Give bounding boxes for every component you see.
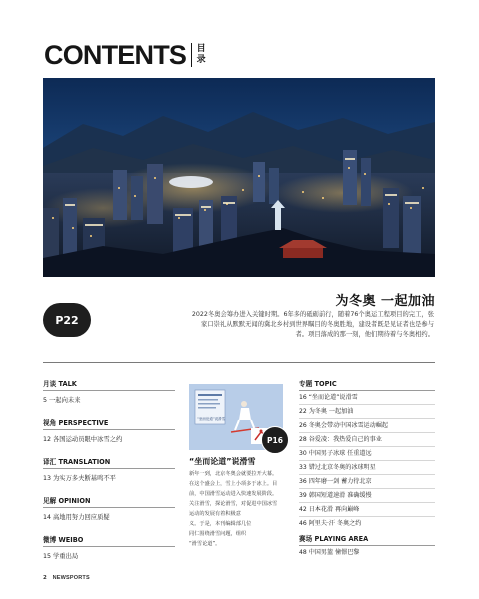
middle-summary-line: 运动的发展有着积极意 bbox=[189, 511, 241, 517]
toc-entry[interactable]: 33 错过北京冬奥的冰球明星 bbox=[299, 461, 435, 475]
toc-entry[interactable]: 22 为冬奥 一起加油 bbox=[299, 405, 435, 419]
contents-header bbox=[44, 40, 206, 70]
section-playing-area bbox=[299, 533, 435, 560]
contents-subtitle bbox=[196, 44, 206, 66]
section-perspective bbox=[43, 417, 175, 443]
toc-entry[interactable]: 30 中国男子冰球 任重道远 bbox=[299, 447, 435, 461]
subtitle-char: 录 bbox=[196, 55, 206, 65]
contents-title: CONTENTS bbox=[44, 39, 187, 70]
section-weibo bbox=[43, 534, 175, 560]
toc-entry[interactable]: 16 “坐而论道”说滑雪 bbox=[299, 391, 435, 405]
section-divider bbox=[43, 362, 435, 363]
toc-entry[interactable]: 26 冬奥会带动中国冰雪运动崛起 bbox=[299, 419, 435, 433]
page-footer bbox=[43, 575, 90, 581]
toc-entry[interactable]: 14 高地用努力回应质疑 bbox=[43, 514, 110, 521]
header-divider bbox=[191, 43, 192, 67]
subtitle-char: 目 bbox=[196, 44, 206, 54]
section-heading: 微博 WEIBO bbox=[43, 534, 175, 547]
page-badge-p16[interactable]: P16 bbox=[261, 426, 289, 454]
toc-entry[interactable]: 46 阿里夫·汗 冬奥之约 bbox=[299, 520, 362, 527]
feature-summary bbox=[126, 310, 434, 340]
toc-entry[interactable]: 42 日本花滑 再向巅峰 bbox=[299, 503, 435, 517]
section-talk bbox=[43, 378, 175, 404]
section-heading: 视角 PERSPECTIVE bbox=[43, 417, 175, 430]
middle-summary-line: 同仁围绕滑雪问题，组织 bbox=[189, 531, 247, 537]
toc-entry[interactable]: 12 各国运动员眼中冰雪之约 bbox=[43, 436, 123, 443]
section-heading: 见解 OPINION bbox=[43, 495, 175, 508]
feature-summary-line: 家口崇礼从默默无闻的冀北乡村到世界瞩目的冬奥胜地，建设者既是见证者也是参与 bbox=[201, 321, 434, 328]
section-heading: 赛场 PLAYING AREA bbox=[299, 533, 435, 546]
section-translation bbox=[43, 456, 175, 482]
middle-article-title[interactable]: “坐而论道”说滑雪 bbox=[189, 457, 256, 466]
toc-entry[interactable]: 39 韩国短道速滑 准确缓慢 bbox=[299, 489, 435, 503]
toc-entry[interactable]: 48 中国男篮 憧憬巴黎 bbox=[299, 549, 360, 556]
middle-summary-line: “滑雪论道”。 bbox=[189, 541, 221, 547]
middle-summary-line: 前，中国滑雪运动进入快速发展阶段。 bbox=[189, 491, 278, 497]
middle-summary-line: 新年一到，北京冬奥会就要拉开大幕。 bbox=[189, 471, 278, 477]
section-topic bbox=[299, 378, 435, 531]
feature-summary-line: 2022冬奥会筹办进入关键时期。6年多的砥砺前行，随着76个奥运工程项目的完工，张 bbox=[191, 311, 434, 318]
toc-entry[interactable]: 5 一起向未来 bbox=[43, 397, 81, 404]
section-heading: 译汇 TRANSLATION bbox=[43, 456, 175, 469]
middle-article-summary bbox=[189, 469, 287, 549]
section-heading: 月谈 TALK bbox=[43, 378, 175, 391]
toc-entry[interactable]: 13 为实万多夫断基鸣不平 bbox=[43, 475, 116, 482]
section-opinion bbox=[43, 495, 175, 521]
middle-summary-line: 义。于是，本刊编辑部几位 bbox=[189, 521, 252, 527]
cover-photo-night-city bbox=[43, 78, 435, 277]
feature-title: 为冬奥 一起加油 bbox=[335, 294, 435, 309]
toc-entry[interactable]: 15 学重出局 bbox=[43, 553, 79, 560]
middle-summary-line: 在这个盛会上，雪上小项多于冰上。目 bbox=[189, 481, 278, 487]
middle-summary-line: 关注滑雪，探论滑雪，对促进中国冰雪 bbox=[189, 501, 278, 507]
thumbnail-caption: “坐而论道”说滑雪 bbox=[197, 417, 226, 421]
section-heading: 专题 TOPIC bbox=[299, 378, 435, 391]
feature-summary-line: 者。项目落成的那一刻，他们期待着与冬奥相约。 bbox=[295, 331, 434, 338]
toc-entry[interactable]: 28 谷爱凌：我热爱自己的事业 bbox=[299, 433, 435, 447]
page-badge-p22[interactable]: P22 bbox=[43, 303, 91, 337]
toc-entry[interactable]: 36 四年磨一剑 蓄力待北京 bbox=[299, 475, 435, 489]
magazine-name: NEWSPORTS bbox=[52, 575, 90, 581]
page-number: 2 bbox=[43, 575, 47, 581]
